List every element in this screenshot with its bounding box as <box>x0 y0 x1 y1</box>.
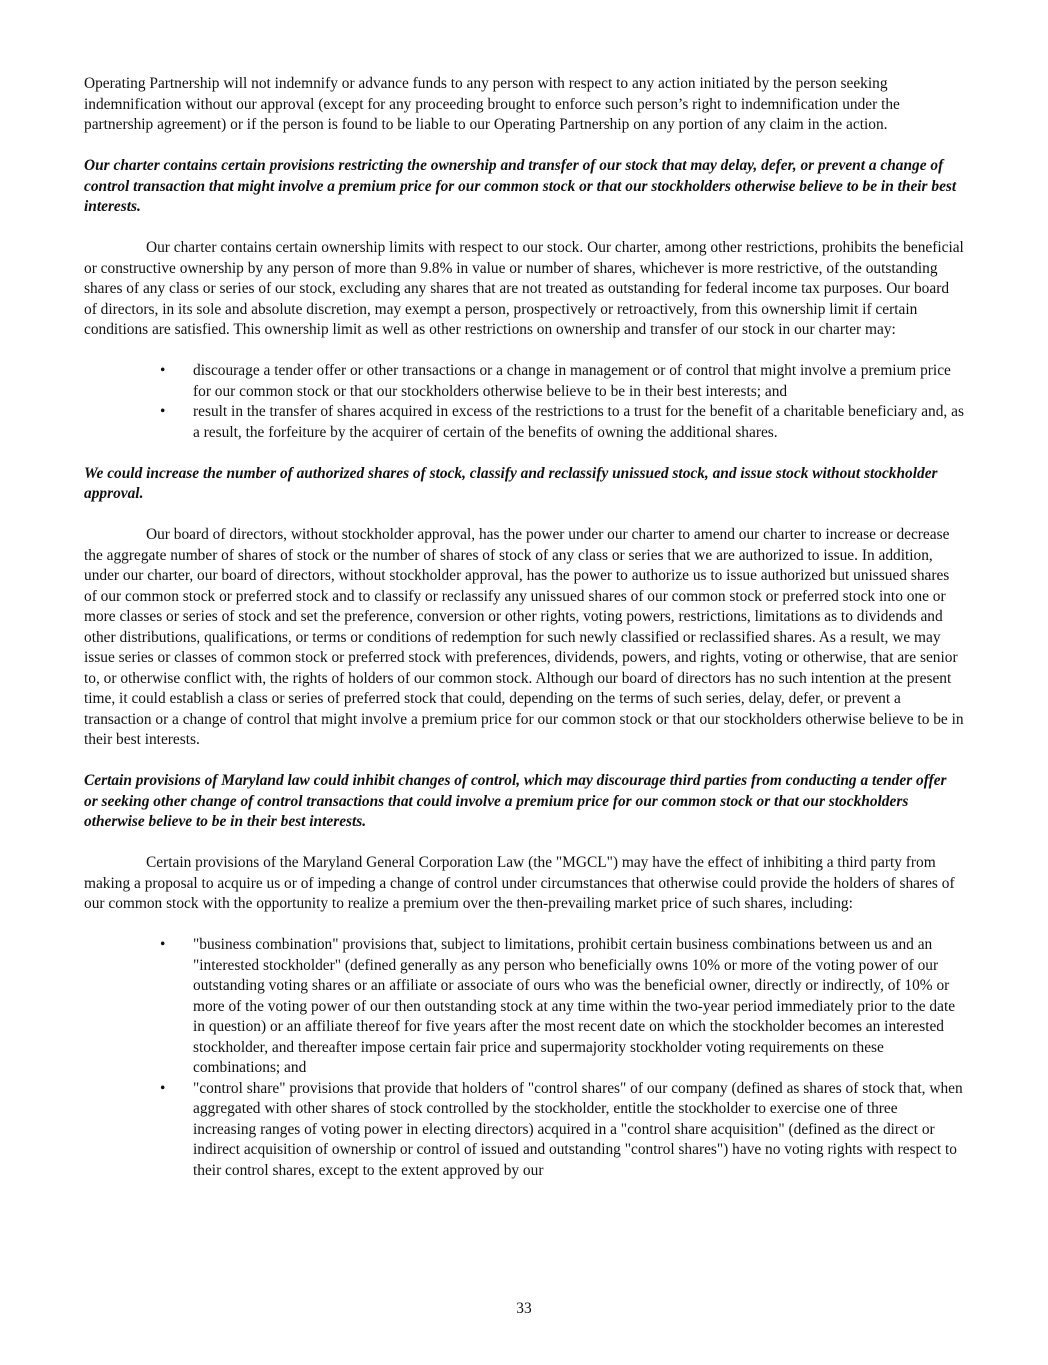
bullet-icon: • <box>160 403 166 420</box>
list-item-text: "business combination" provisions that, subject to limitations, prohibit certain business combinations between us and an "interested stockholder" (defined generally as any person who beneficially owns 10% or more of the voting power of our outstanding voting shares or an affiliate or associate of ours who was the beneficial owner, directly or indirectly, of 10% or more of the voting power of our then outstanding stock at any time within the two-year period immediately prior to the date in question) or an affiliate thereof for five years after the most recent date on which the stockholder becomes an interested stockholder, and thereafter impose certain fair price and supermajority stockholder voting requirements on these combinations; and <box>193 936 956 1076</box>
list-item <box>84 935 964 1079</box>
section-body-authorized-shares: Our board of directors, without stockholder approval, has the power under our charter to amend our charter to increase or decrease the aggregate number of shares of stock or the number of shares of stock of any class or series that we are authorized to issue. In addition, under our charter, our board of directors, without stockholder approval, has the power to authorize us to issue authorized but unissued shares of our common stock or preferred stock and to classify or reclassify any unissued shares of our common stock or preferred stock into one or more classes or series of stock and set the preference, conversion or other rights, voting powers, restrictions, limitations as to dividends and other distributions, qualifications, or terms or conditions of redemption for such newly classified or reclassified shares. As a result, we may issue series or classes of common stock or preferred stock with preferences, dividends, powers, and rights, voting or otherwise, that are senior to, or otherwise conflict with, the rights of holders of our common stock. Although our board of directors has no such intention at the present time, it could establish a class or series of preferred stock that could, depending on the terms of such series, delay, defer, or prevent a transaction or a change of control that might involve a premium price for our common stock or that our stockholders otherwise believe to be in their best interests. <box>84 526 964 748</box>
list-item-text: "control share" provisions that provide that holders of "control shares" of our company (defined as shares of stock that, when aggregated with other shares of stock controlled by the stockholder, entitle the stockholder to exercise one of three increasing ranges of voting power in electing directors) acquired in a "control share acquisition" (defined as the direct or indirect acquisition of ownership or control of issued and outstanding "control shares") have no voting rights with respect to their control shares, except to the extent approved by our <box>193 1079 963 1179</box>
bullet-list-ownership-effects <box>84 361 964 443</box>
intro-paragraph: Operating Partnership will not indemnify or advance funds to any person with respect to any action initiated by the person seeking indemnification without our approval (except for any proceeding brought to enforce such person’s right to indemnification under the partnership agreement) or if the person is found to be liable to our Operating Partnership on any portion of any claim in the action. <box>84 75 900 133</box>
bullet-icon: • <box>160 1079 166 1097</box>
section-heading-maryland-law: Certain provisions of Maryland law could inhibit changes of control, which may discourage third parties from conducting a tender offer or seeking other change of control transactions that could involve a premium price for our common stock or that our stockholders otherwise believe to be in their best interests. <box>84 772 947 830</box>
list-item-text: discourage a tender offer or other transactions or a change in management or of control that might involve a premium price for our common stock or that our stockholders otherwise believe to be in their best interests; and <box>193 362 951 400</box>
section-body-maryland-law: Certain provisions of the Maryland General Corporation Law (the "MGCL") may have the effect of inhibiting a third party from making a proposal to acquire us or of impeding a change of control under circumstances that otherwise could provide the holders of shares of our common stock with the opportunity to realize a premium over the then-prevailing market price of such shares, including: <box>84 854 955 912</box>
bullet-list-mgcl-provisions <box>84 935 964 1181</box>
list-item <box>84 1079 964 1182</box>
section-body-ownership-restrictions: Our charter contains certain ownership limits with respect to our stock. Our charter, among other restrictions, prohibits the beneficial or constructive ownership by any person of more than 9.8% in value or number of shares, whichever is more restrictive, of the outstanding shares of any class or series of our stock, excluding any shares that are not treated as outstanding for federal income tax purposes. Our board of directors, in its sole and absolute discretion, may exempt a person, prospectively or retroactively, from this ownership limit if certain conditions are satisfied. This ownership limit as well as other restrictions on ownership and transfer of our stock in our charter may: <box>84 239 964 338</box>
section-heading-ownership-restrictions: Our charter contains certain provisions restricting the ownership and transfer of our stock that may delay, defer, or prevent a change of control transaction that might involve a premium price for our common stock or that our stockholders otherwise believe to be in their best interests. <box>84 157 957 215</box>
list-item <box>84 361 964 402</box>
list-item <box>84 402 964 443</box>
list-item-text: result in the transfer of shares acquired in excess of the restrictions to a trust for the benefit of a charitable beneficiary and, as a result, the forfeiture by the acquirer of certain of the benefits of owning the additional shares. <box>193 403 964 441</box>
bullet-icon: • <box>160 362 166 379</box>
bullet-icon: • <box>160 936 166 953</box>
section-heading-authorized-shares: We could increase the number of authorized shares of stock, classify and reclassify unissued stock, and issue stock without stockholder approval. <box>84 464 938 502</box>
document-page <box>84 74 964 1181</box>
page-number: 33 <box>516 1300 532 1317</box>
